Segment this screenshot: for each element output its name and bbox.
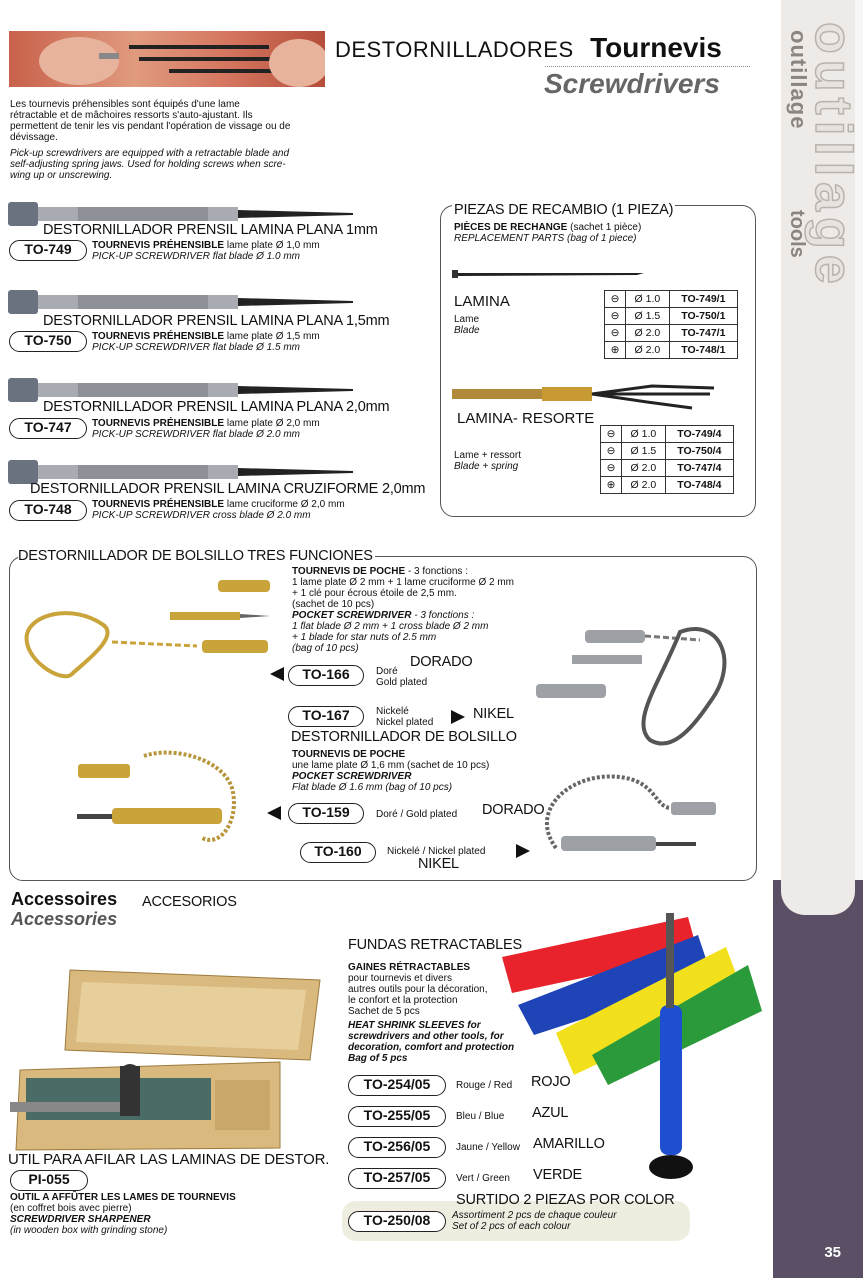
intro-fr-line: permettent de tenir les vis pendant l'opération de vissage ou de: [10, 121, 291, 132]
product-code: TO-250/08: [348, 1211, 446, 1232]
pocket-title-2: DESTORNILLADOR DE BOLSILLO: [291, 729, 517, 745]
sleeves-title: FUNDAS RETRACTABLES: [348, 937, 522, 953]
product-code: TO-748: [9, 500, 87, 521]
sleeve-label: Vert / Green: [456, 1173, 510, 1184]
to159-desc: Doré / Gold plated: [376, 809, 458, 820]
arrow-right-icon: [516, 844, 530, 858]
product-desc: [92, 331, 320, 353]
product-desc: [92, 418, 320, 440]
product-code: TO-254/05: [348, 1075, 446, 1096]
sleeve-label: Rouge / Red: [456, 1080, 513, 1091]
intro-fr: [10, 99, 290, 143]
intro-en-line: self-adjusting spring jaws. Used for holding screws when scre-: [10, 159, 286, 170]
side-word-small: outillage: [786, 30, 811, 130]
to167-es: NIKEL: [473, 706, 514, 722]
arrow-left-icon: [270, 667, 284, 681]
blade-spring-icon: [452, 382, 714, 412]
product-desc-fr: TOURNEVIS PRÉHENSIBLE lame cruciforme Ø 2,0 mm: [92, 499, 345, 510]
title-fr: Tournevis: [590, 32, 722, 63]
sleeve-es: AMARILLO: [533, 1136, 605, 1152]
arrow-left-icon: [267, 806, 281, 820]
accessories-title-en: Accessories: [11, 909, 118, 929]
pocket-title: DESTORNILLADOR DE BOLSILLO TRES FUNCIONES: [18, 548, 373, 564]
table-row: ⊖ Ø 2.0 TO-747/4: [601, 460, 734, 477]
intro-en-line: wing up or unscrewing.: [10, 170, 113, 181]
product-desc-fr: TOURNEVIS PRÉHENSIBLE lame plate Ø 1,5 mm: [92, 331, 320, 342]
product-desc-en: PICK-UP SCREWDRIVER flat blade Ø 2.0 mm: [92, 429, 301, 440]
table-row: ⊖ Ø 1.5 TO-750/4: [601, 443, 734, 460]
gold-pocket-screwdriver-image: [72, 748, 242, 848]
assortment-desc: Assortiment 2 pcs de chaque couleur Set of 2 pcs of each colour: [452, 1210, 617, 1232]
product-title: DESTORNILLADOR PRENSIL LAMINA PLANA 1mm: [43, 222, 378, 238]
product-code: TO-255/05: [348, 1106, 446, 1127]
sleeve-label: Jaune / Yellow: [456, 1142, 520, 1153]
product-desc-fr: TOURNEVIS PRÉHENSIBLE lame plate Ø 2,0 mm: [92, 418, 320, 429]
sleeves-desc: GAINES RÉTRACTABLES pour tournevis et divers autres outils pour la décoration, le confort et la protection Sachet de 5 pcs HEAT SHRINK SLEEVES for screwdrivers and other tools, for decoration, comfort and protection Bag of 5 pcs: [348, 962, 515, 1064]
side-tab-panel: [781, 0, 862, 915]
intro-en-line: Pick-up screwdrivers are equipped with a retractable blade and: [10, 148, 290, 159]
intro-fr-line: dévissage.: [10, 132, 58, 143]
product-desc-en: PICK-UP SCREWDRIVER cross blade Ø 2.0 mm: [92, 510, 311, 521]
sleeve-es: AZUL: [532, 1105, 569, 1121]
product-code: TO-167: [288, 706, 364, 727]
to166-desc: Doré Gold plated: [376, 666, 428, 688]
intro-en: [10, 148, 289, 181]
side-word-tools: tools: [786, 210, 808, 258]
side-tab-purple: [773, 880, 863, 1278]
resorte-label-en: Blade + spring: [454, 461, 519, 472]
product-code: TO-256/05: [348, 1137, 446, 1158]
table-row: ⊖ Ø 1.0 TO-749/4: [601, 426, 734, 443]
product-code: PI-055: [10, 1170, 88, 1191]
lamina-label-es: LAMINA: [454, 293, 510, 310]
product-title: DESTORNILLADOR PRENSIL LAMINA PLANA 2,0mm: [43, 399, 390, 415]
intro-fr-line: rétractable et de mâchoires ressorts s'auto-ajustant. Ils: [10, 110, 253, 121]
header-photo: [9, 31, 325, 87]
page-number: 35: [824, 1244, 841, 1261]
lamina-label-en: Blade: [454, 325, 480, 336]
table-row: ⊖ Ø 1.5 TO-750/1: [605, 308, 738, 325]
sleeve-es: VERDE: [533, 1167, 582, 1183]
title-divider: [545, 66, 750, 67]
table-row: ⊖ Ø 2.0 TO-747/1: [605, 325, 738, 342]
product-code: TO-747: [9, 418, 87, 439]
product-code: TO-750: [9, 331, 87, 352]
product-desc-en: PICK-UP SCREWDRIVER flat blade Ø 1.0 mm: [92, 251, 301, 262]
product-title: DESTORNILLADOR PRENSIL LAMINA CRUZIFORME 2,0mm: [30, 481, 426, 497]
gold-pocket-set-image: [22, 574, 272, 684]
product-code: TO-749: [9, 240, 87, 261]
product-desc-en: PICK-UP SCREWDRIVER flat blade Ø 1.5 mm: [92, 342, 301, 353]
nickel-pocket-screwdriver-image: [536, 768, 721, 868]
product-code: TO-257/05: [348, 1168, 446, 1189]
product-desc: [92, 240, 320, 262]
resorte-label-fr: Lame + ressort: [454, 450, 521, 461]
sleeve-es: ROJO: [531, 1074, 571, 1090]
product-desc-fr: TOURNEVIS PRÉHENSIBLE lame plate Ø 1,0 mm: [92, 240, 320, 251]
product-code: TO-159: [288, 803, 364, 824]
product-code: TO-160: [300, 842, 376, 863]
arrow-right-icon: [451, 710, 465, 724]
to160-desc: Nickelé / Nickel plated: [387, 846, 486, 857]
sharpener-desc: OUTIL A AFFÛTER LES LAMES DE TOURNEVIS (en coffret bois avec pierre) SCREWDRIVER SHARPENER (in wooden box with grinding stone): [10, 1192, 236, 1236]
accessories-title-es: ACCESORIOS: [142, 894, 237, 910]
lamina-table: [604, 290, 738, 359]
blade-icon: [452, 266, 644, 282]
table-row: ⊖ Ø 1.0 TO-749/1: [605, 291, 738, 308]
title-en: Screwdrivers: [544, 68, 720, 99]
to167-desc: Nickelé Nickel plated: [376, 706, 434, 728]
title-es: DESTORNILLADORES: [335, 37, 574, 62]
to160-es: NIKEL: [418, 856, 459, 872]
side-word-outline: outillage: [804, 22, 862, 290]
table-row: ⊕ Ø 2.0 TO-748/1: [605, 342, 738, 359]
page-title: [335, 32, 722, 64]
pocket-desc-2: TOURNEVIS DE POCHE une lame plate Ø 1,6 mm (sachet de 10 pcs) POCKET SCREWDRIVER Flat blade Ø 1.6 mm (bag of 10 pcs): [292, 749, 490, 793]
sleeve-label: Bleu / Blue: [456, 1111, 505, 1122]
to159-es: DORADO: [482, 802, 545, 818]
resorte-label-es: LAMINA- RESORTE: [457, 410, 595, 427]
product-title: DESTORNILLADOR PRENSIL LAMINA PLANA 1,5mm: [43, 313, 390, 329]
assortment-title: SURTIDO 2 PIEZAS POR COLOR: [456, 1192, 675, 1208]
spare-parts-desc: PIÈCES DE RECHANGE (sachet 1 pièce) REPLACEMENT PARTS (bag of 1 piece): [454, 222, 642, 244]
nickel-pocket-set-image: [530, 622, 735, 752]
product-desc: [92, 499, 345, 521]
intro-fr-line: Les tournevis préhensibles sont équipés d'une lame: [10, 99, 240, 110]
lamina-label-fr: Lame: [454, 314, 480, 325]
pocket-desc: TOURNEVIS DE POCHE - 3 fonctions : 1 lame plate Ø 2 mm + 1 lame cruciforme Ø 2 mm + 1 clé pour écrous étoile de 2,5 mm. (sachet de 10 pcs) POCKET SCREWDRIVER - 3 fonctions : 1 flat blade Ø 2 mm + 1 cross blade Ø 2 mm + 1 blade for star nuts of 2.5 mm (bag of 10 pcs): [292, 566, 515, 654]
accessories-title-fr: Accessoires: [11, 889, 118, 909]
to166-es: DORADO: [410, 654, 473, 670]
resorte-table: [600, 425, 734, 494]
sharpener-box-image: [10, 962, 330, 1152]
table-row: ⊕ Ø 2.0 TO-748/4: [601, 477, 734, 494]
tweezers-icon: [9, 31, 325, 87]
product-code: TO-166: [288, 665, 364, 686]
spare-parts-title: PIEZAS DE RECAMBIO (1 PIEZA): [454, 202, 674, 218]
sharpener-title: UTIL PARA AFILAR LAS LAMINAS DE DESTOR.: [8, 1151, 330, 1168]
